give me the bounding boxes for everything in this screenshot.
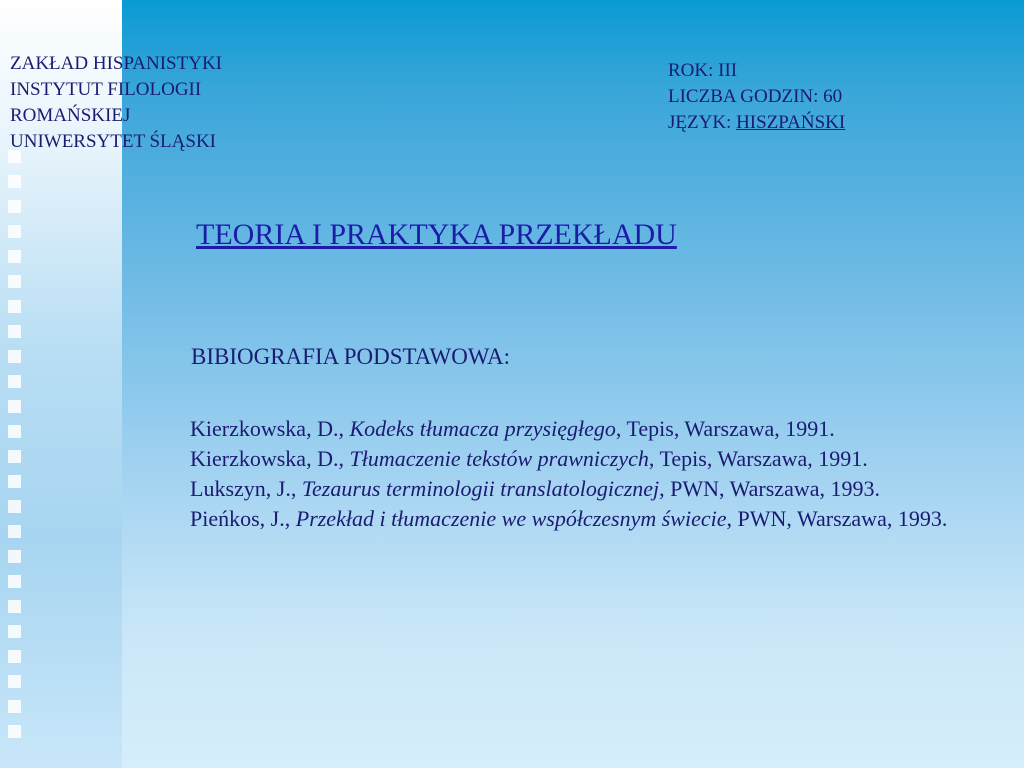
course-year: ROK: III: [668, 60, 738, 81]
decorative-square: [8, 600, 21, 613]
course-language-value: HISZPAŃSKI: [736, 112, 846, 133]
course-language: [668, 110, 845, 136]
department-line: ROMAŃSKIEJ: [10, 105, 131, 126]
bibliography-work: Kodeks tłumacza przysięgłego: [349, 416, 616, 441]
bibliography-author: Kierzkowska, D.,: [190, 446, 350, 471]
department-info: [10, 51, 222, 155]
bibliography-details: , PWN, Warszawa, 1993.: [659, 476, 880, 501]
bibliography-work: Przekład i tłumaczenie we współczesnym świecie: [295, 506, 727, 531]
decorative-square: [8, 425, 21, 438]
decorative-square: [8, 675, 21, 688]
decorative-square: [8, 250, 21, 263]
bibliography-work: Tłumaczenie tekstów prawniczych: [349, 446, 649, 471]
decorative-square: [8, 350, 21, 363]
decorative-square: [8, 700, 21, 713]
decorative-square: [8, 725, 21, 738]
bibliography-details: , PWN, Warszawa, 1993.: [726, 506, 948, 531]
decorative-square: [8, 200, 21, 213]
page-title: TEORIA I PRAKTYKA PRZEKŁADU: [196, 218, 677, 251]
bibliography-item: [190, 474, 970, 504]
decorative-square: [8, 525, 21, 538]
decorative-square: [8, 500, 21, 513]
department-line: UNIWERSYTET ŚLĄSKI: [10, 131, 217, 152]
bibliography-list: [190, 414, 970, 534]
decorative-square: [8, 225, 21, 238]
bibliography-author: Pieńkos, J.,: [190, 506, 296, 531]
bibliography-author: Lukszyn, J.,: [190, 476, 302, 501]
bibliography-author: Kierzkowska, D.,: [190, 416, 350, 441]
bibliography-details: , Tepis, Warszawa, 1991.: [615, 416, 835, 441]
decorative-square: [8, 650, 21, 663]
bibliography-item: [190, 414, 970, 444]
bibliography-details: , Tepis, Warszawa, 1991.: [648, 446, 868, 471]
decorative-square: [8, 175, 21, 188]
decorative-square: [8, 325, 21, 338]
decorative-square: [8, 475, 21, 488]
decorative-square: [8, 575, 21, 588]
decorative-square: [8, 550, 21, 563]
decorative-square: [8, 450, 21, 463]
course-info: [668, 58, 845, 136]
decorative-square: [8, 625, 21, 638]
bibliography-work: Tezaurus terminologii translatologicznej: [301, 476, 660, 501]
decorative-square: [8, 375, 21, 388]
department-line: INSTYTUT FILOLOGII: [10, 79, 202, 100]
bibliography-item: [190, 504, 970, 534]
department-line: ZAKŁAD HISPANISTYKI: [10, 53, 222, 74]
decorative-squares: [8, 150, 22, 750]
bibliography-heading: BIBIOGRAFIA PODSTAWOWA:: [191, 344, 510, 369]
decorative-square: [8, 275, 21, 288]
bibliography-item: [190, 444, 970, 474]
decorative-square: [8, 300, 21, 313]
decorative-square: [8, 400, 21, 413]
course-hours: LICZBA GODZIN: 60: [668, 86, 843, 107]
course-language-label: JĘZYK:: [668, 112, 737, 133]
